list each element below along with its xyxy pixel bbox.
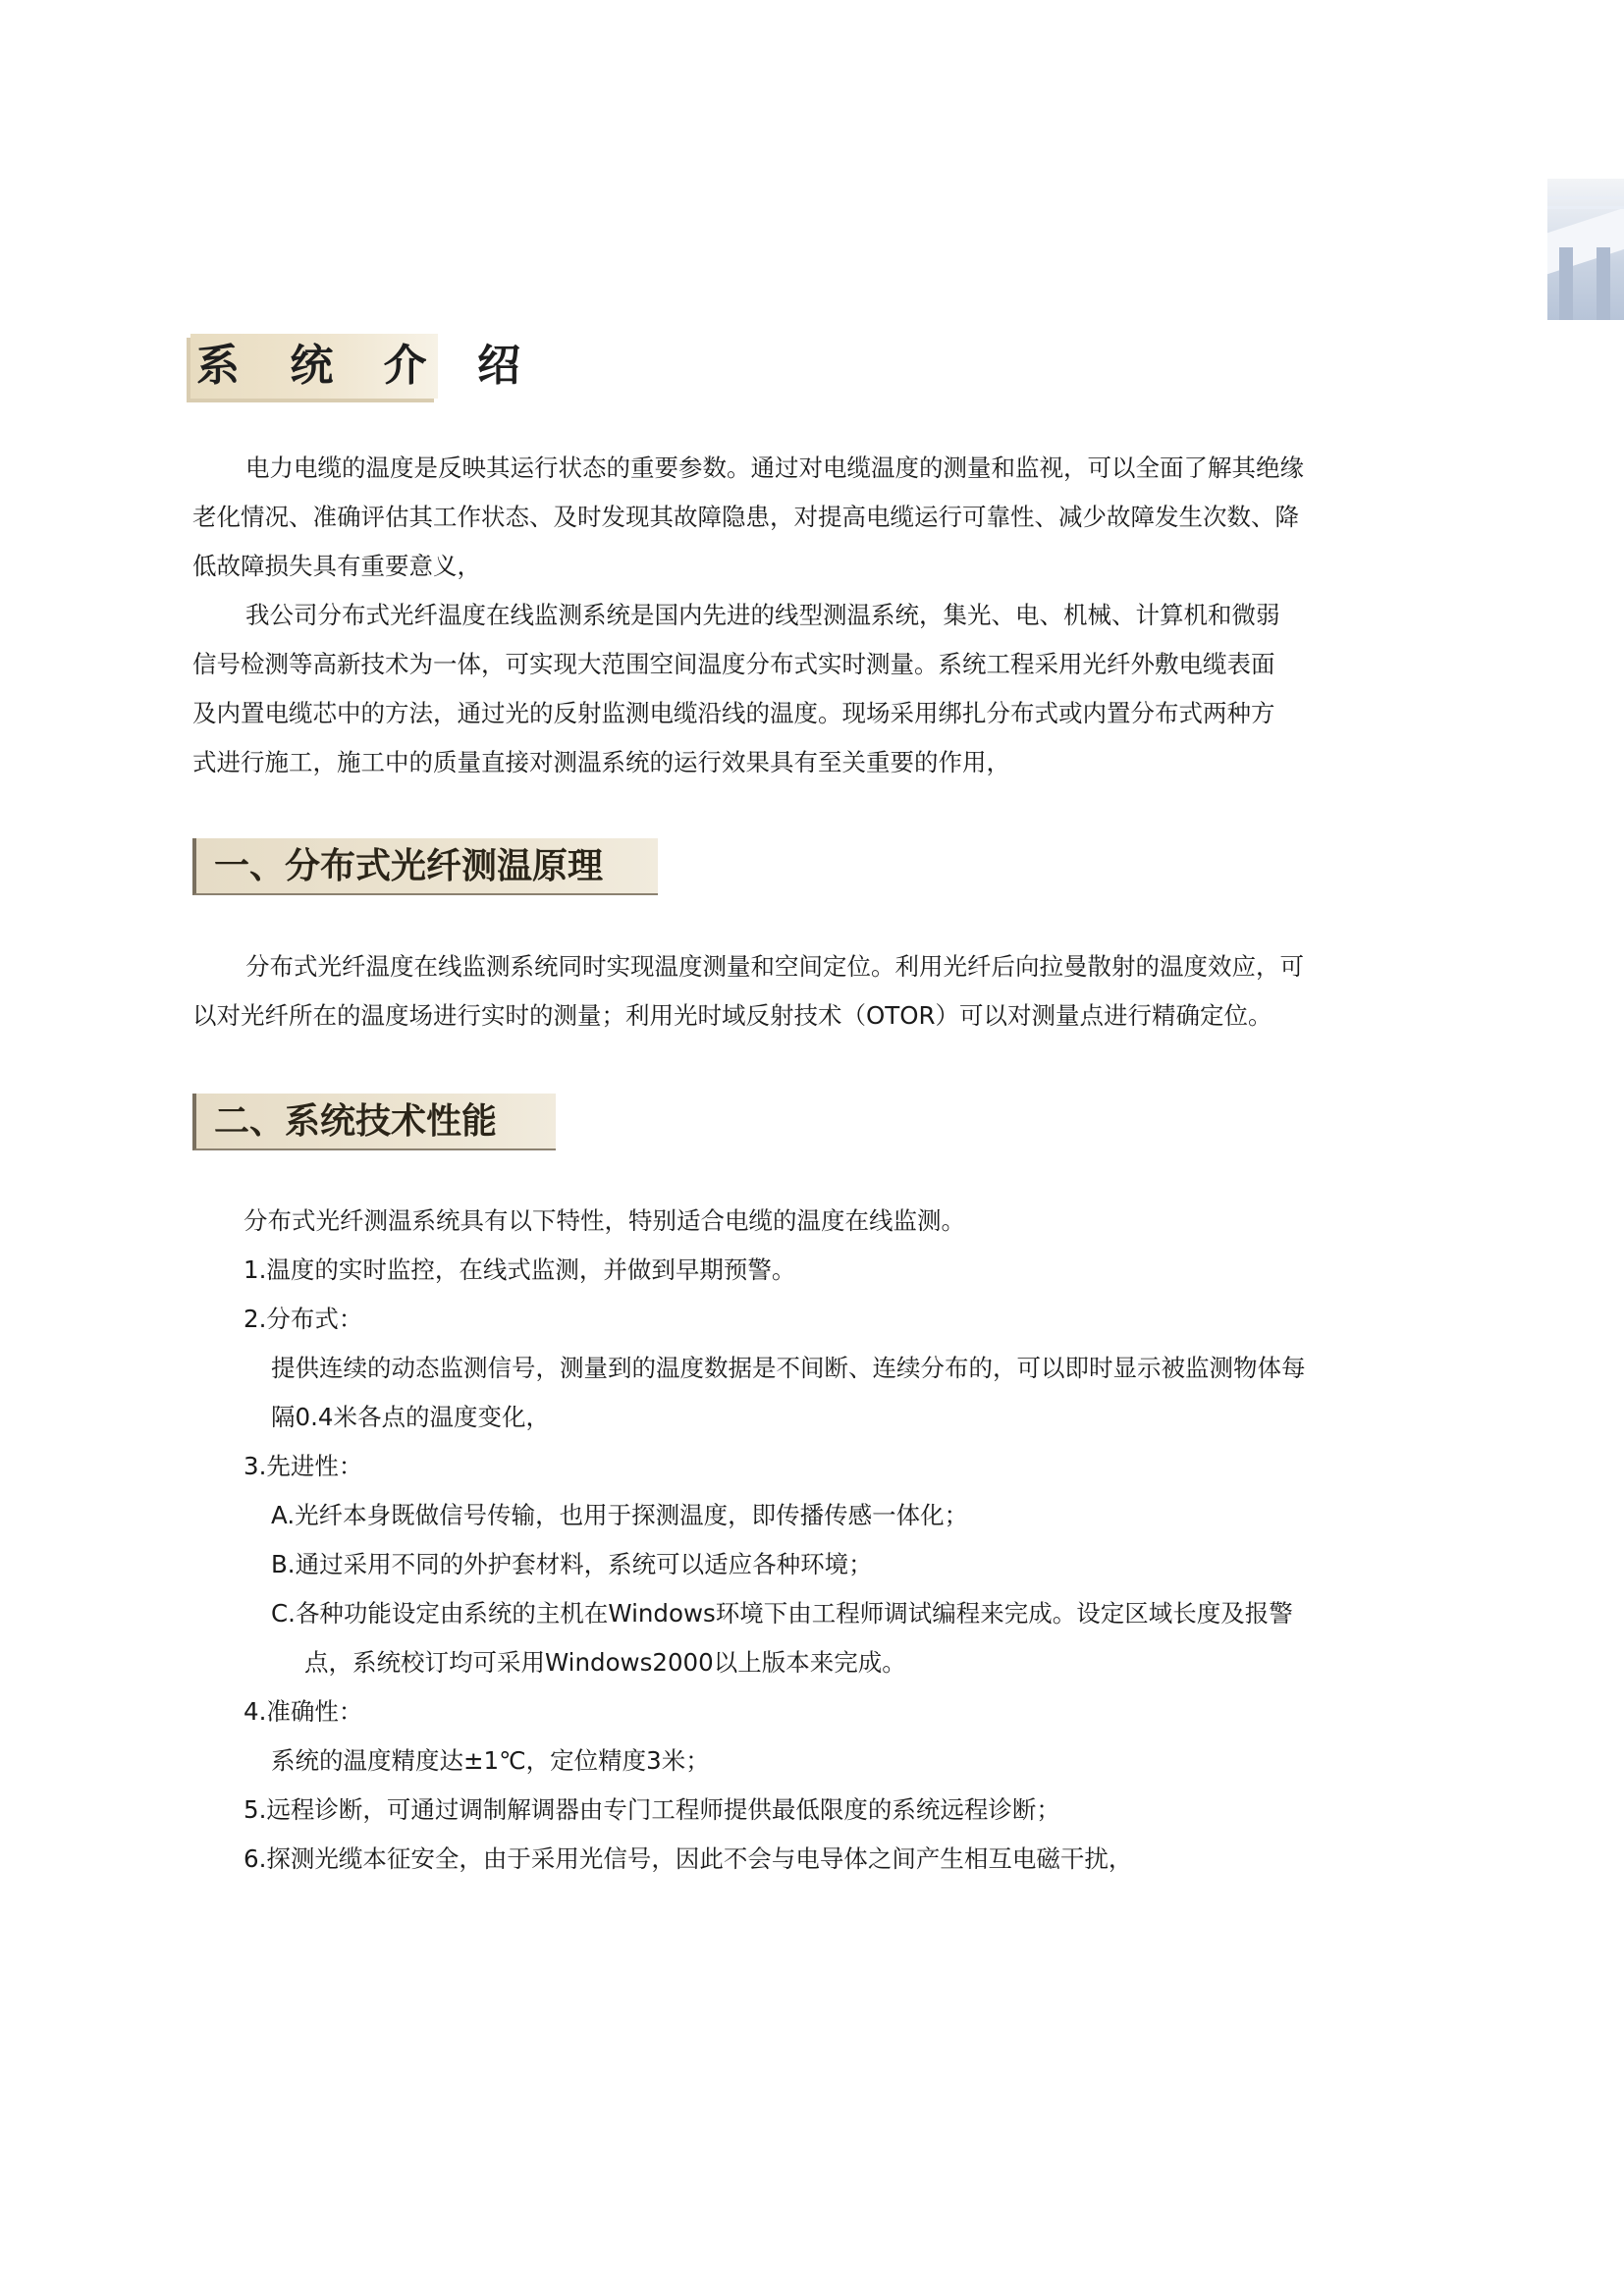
image-stripe bbox=[1547, 206, 1624, 209]
list-subitem: C.各种功能设定由系统的主机在Windows环境下由工程师调试编程来完成。设定区域长度及报警 bbox=[271, 1599, 1293, 1628]
section-2-feature-list bbox=[244, 1197, 1422, 1884]
text-line: 信号检测等高新技术为一体，可实现大范围空间温度分布式实时测量。系统工程采用光纤外敷电缆表面 bbox=[192, 650, 1275, 678]
text-line: 电力电缆的温度是反映其运行状态的重要参数。通过对电缆温度的测量和监视，可以全面了解其绝缘 bbox=[245, 454, 1304, 482]
page-title: 系 统 介 绍 bbox=[196, 341, 538, 391]
list-intro: 分布式光纤测温系统具有以下特性，特别适合电缆的温度在线监测。 bbox=[244, 1206, 965, 1235]
section-2-header bbox=[192, 1094, 556, 1150]
text-line: 老化情况、准确评估其工作状态、及时发现其故障隐患，对提高电缆运行可靠性、减少故障发生次数、降 bbox=[192, 503, 1299, 531]
text-line: 分布式光纤温度在线监测系统同时实现温度测量和空间定位。利用光纤后向拉曼散射的温度效应，可 bbox=[245, 952, 1304, 981]
text-line: 及内置电缆芯中的方法，通过光的反射监测电缆沿线的温度。现场采用绑扎分布式或内置分布式两种方 bbox=[192, 699, 1275, 727]
text-line: 我公司分布式光纤温度在线监测系统是国内先进的线型测温系统，集光、电、机械、计算机和微弱 bbox=[245, 601, 1280, 629]
list-subitem-continuation: 点，系统校订均可采用Windows2000以上版本来完成。 bbox=[304, 1648, 906, 1677]
list-item-detail: 提供连续的动态监测信号，测量到的温度数据是不间断、连续分布的，可以即时显示被监测物体每 bbox=[271, 1354, 1306, 1382]
image-pillar bbox=[1559, 247, 1573, 320]
image-pillar bbox=[1597, 247, 1610, 320]
image-stripe bbox=[1547, 196, 1624, 199]
list-subitem: B.通过采用不同的外护套材料，系统可以适应各种环境； bbox=[271, 1550, 873, 1578]
text-line: 式进行施工，施工中的质量直接对测温系统的运行效果具有至关重要的作用， bbox=[192, 748, 1010, 776]
list-item-detail: 系统的温度精度达±1℃，定位精度3米； bbox=[271, 1746, 710, 1775]
list-item: 4.准确性： bbox=[244, 1697, 363, 1726]
page-title-box bbox=[190, 334, 538, 399]
list-item: 2.分布式： bbox=[244, 1305, 363, 1333]
list-item: 6.探测光缆本征安全，由于采用光信号，因此不会与电导体之间产生相互电磁干扰， bbox=[244, 1844, 1133, 1873]
list-item: 5.远程诊断，可通过调制解调器由专门工程师提供最低限度的系统远程诊断； bbox=[244, 1795, 1060, 1824]
text-line: 以对光纤所在的温度场进行实时的测量；利用光时域反射技术（OTOR）可以对测量点进行精确定位。 bbox=[192, 1001, 1272, 1030]
intro-paragraph-1 bbox=[192, 444, 1380, 591]
list-item: 1.温度的实时监控，在线式监测，并做到早期预警。 bbox=[244, 1255, 796, 1284]
corner-decorative-image bbox=[1547, 179, 1624, 320]
section-1-paragraph bbox=[192, 942, 1380, 1041]
section-2-heading: 二、系统技术性能 bbox=[214, 1101, 498, 1142]
list-item-detail: 隔0.4米各点的温度变化， bbox=[271, 1403, 550, 1431]
list-subitem: A.光纤本身既做信号传输，也用于探测温度，即传播传感一体化； bbox=[271, 1501, 969, 1529]
intro-paragraph-2 bbox=[192, 591, 1380, 787]
list-item: 3.先进性： bbox=[244, 1452, 363, 1480]
text-line: 低故障损失具有重要意义， bbox=[192, 552, 481, 580]
section-1-header bbox=[192, 838, 658, 895]
section-1-heading: 一、分布式光纤测温原理 bbox=[214, 846, 604, 886]
